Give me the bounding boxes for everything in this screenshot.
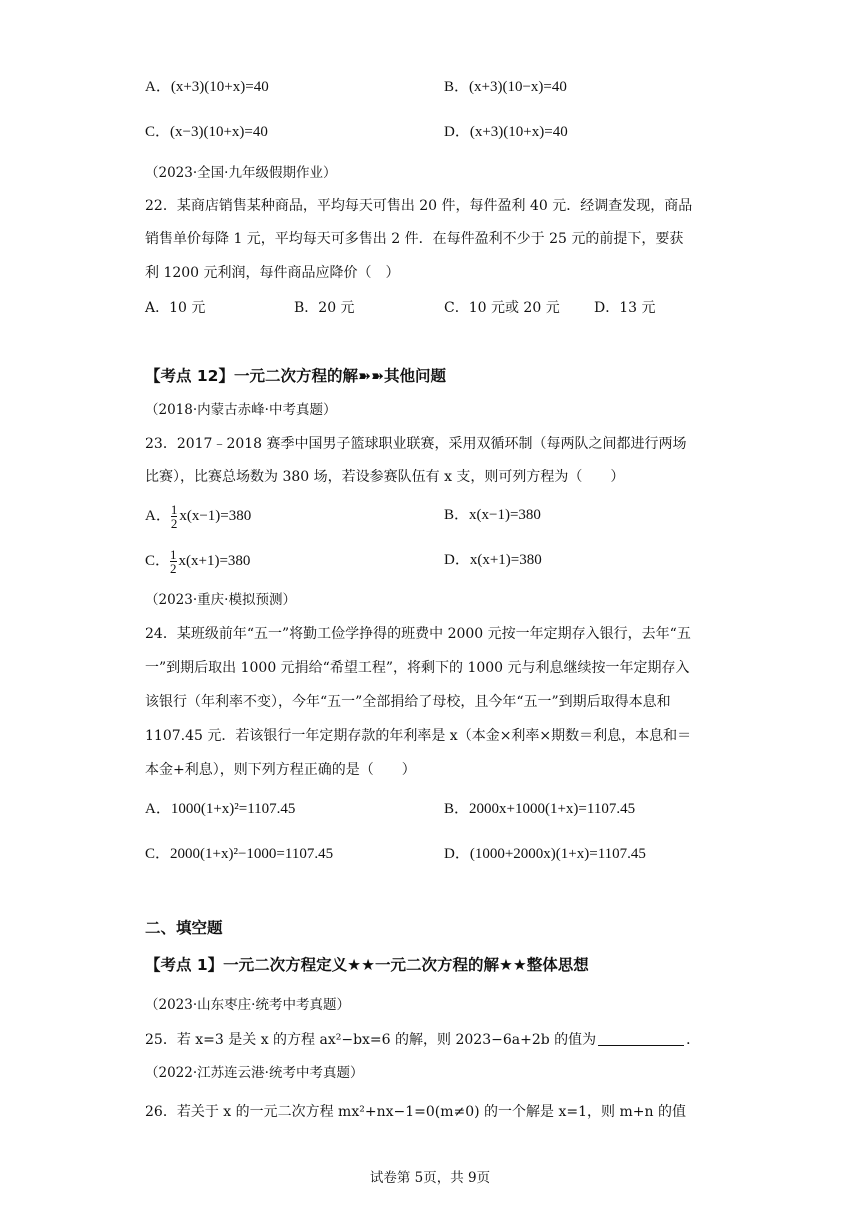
topic-heading: 【考点 1】一元二次方程定义★★一元二次方程的解★★整体思想: [145, 956, 589, 974]
q21-option-a: A．(x+3)(10+x)=40: [145, 79, 269, 95]
q22-option-b: B．20 元: [294, 300, 355, 316]
equation: x(x+1)=380: [178, 552, 251, 569]
fraction-numerator: 1: [170, 547, 177, 562]
q22-option-d: D．13 元: [594, 300, 656, 316]
answer-blank: [598, 1031, 684, 1046]
fraction-denominator: 2: [170, 516, 178, 531]
source-note: （2023·山东枣庄·统考中考真题）: [145, 997, 350, 1013]
page-footer: 试卷第 5页，共 9页: [369, 1170, 491, 1186]
option-label: C．: [145, 552, 171, 569]
source-note: （2022·江苏连云港·统考中考真题）: [145, 1065, 364, 1081]
fraction: [171, 503, 178, 530]
q24-line-3: 该银行（年利率不变），今年“五一”全部捐给了母校，且今年“五一”到期后取得本息和: [145, 694, 671, 710]
q25-end: ．: [686, 1032, 701, 1048]
equation: x(x−1)=380: [179, 507, 252, 524]
q24-line-4: 1107.45 元．若该银行一年定期存款的年利率是 x（本金×利率×期数＝利息，本息和＝: [145, 728, 692, 744]
q24-line-1: 24．某班级前年“五一”将勤工俭学挣得的班费中 2000 元按一年定期存入银行，去年“五: [145, 626, 691, 642]
q24-line-2: 一”到期后取出 1000 元捐给“希望工程”，将剩下的 1000 元与利息继续按一年定期存入: [145, 660, 690, 676]
q25: [145, 1030, 700, 1050]
q25-text: 25．若 x=3 是关 x 的方程 ax²−bx=6 的解，则 2023−6a+2b 的值为: [145, 1032, 597, 1048]
q21-option-c: C．(x−3)(10+x)=40: [145, 124, 268, 140]
option-label: A．: [145, 507, 171, 524]
q23-option-b: B．x(x−1)=380: [444, 507, 541, 523]
q26-line-1: 26．若关于 x 的一元二次方程 mx²+nx−1=0(m≠0) 的一个解是 x=1，则 m+n 的值: [145, 1104, 686, 1120]
q22-option-a: A．10 元: [145, 300, 206, 316]
q22-line-2: 销售单价每降 1 元，平均每天可多售出 2 件．在每件盈利不少于 25 元的前提下，要获: [145, 231, 684, 247]
q24-option-c: C．2000(1+x)²−1000=1107.45: [145, 846, 334, 862]
q23-option-d: D．x(x+1)=380: [444, 552, 542, 568]
q23-line-2: 比赛），比赛总场数为 380 场，若设参赛队伍有 x 支，则可列方程为（ ）: [145, 469, 625, 485]
source-note: （2023·全国·九年级假期作业）: [145, 165, 337, 181]
source-note: （2018·内蒙古赤峰·中考真题）: [145, 402, 337, 418]
q24-option-a: A．1000(1+x)²=1107.45: [145, 801, 296, 817]
q21-option-b: B．(x+3)(10−x)=40: [444, 79, 567, 95]
topic-heading: 【考点 12】一元二次方程的解➽➽其他问题: [145, 367, 446, 385]
q22-line-1: 22．某商店销售某种商品，平均每天可售出 20 件，每件盈利 40 元．经调查发现，商品: [145, 198, 693, 214]
q24-line-5: 本金+利息），则下列方程正确的是（ ）: [145, 762, 416, 778]
fraction-numerator: 1: [170, 502, 178, 517]
source-note: （2023·重庆·模拟预测）: [145, 592, 296, 608]
q23-option-c: [145, 548, 250, 575]
fraction-denominator: 2: [170, 561, 177, 576]
q24-option-b: B．2000x+1000(1+x)=1107.45: [444, 801, 636, 817]
q22-option-c: C．10 元或 20 元: [444, 300, 560, 316]
section-heading: 二、填空题: [145, 919, 223, 937]
q21-option-d: D．(x+3)(10+x)=40: [444, 124, 568, 140]
q23-option-a: [145, 503, 251, 530]
q22-line-3: 利 1200 元利润，每件商品应降价（ ）: [145, 265, 400, 281]
q23-line-1: 23．2017﹣2018 赛季中国男子篮球职业联赛，采用双循环制（每两队之间都进行两场: [145, 436, 687, 452]
fraction: [170, 548, 177, 575]
q24-option-d: D．(1000+2000x)(1+x)=1107.45: [444, 846, 646, 862]
